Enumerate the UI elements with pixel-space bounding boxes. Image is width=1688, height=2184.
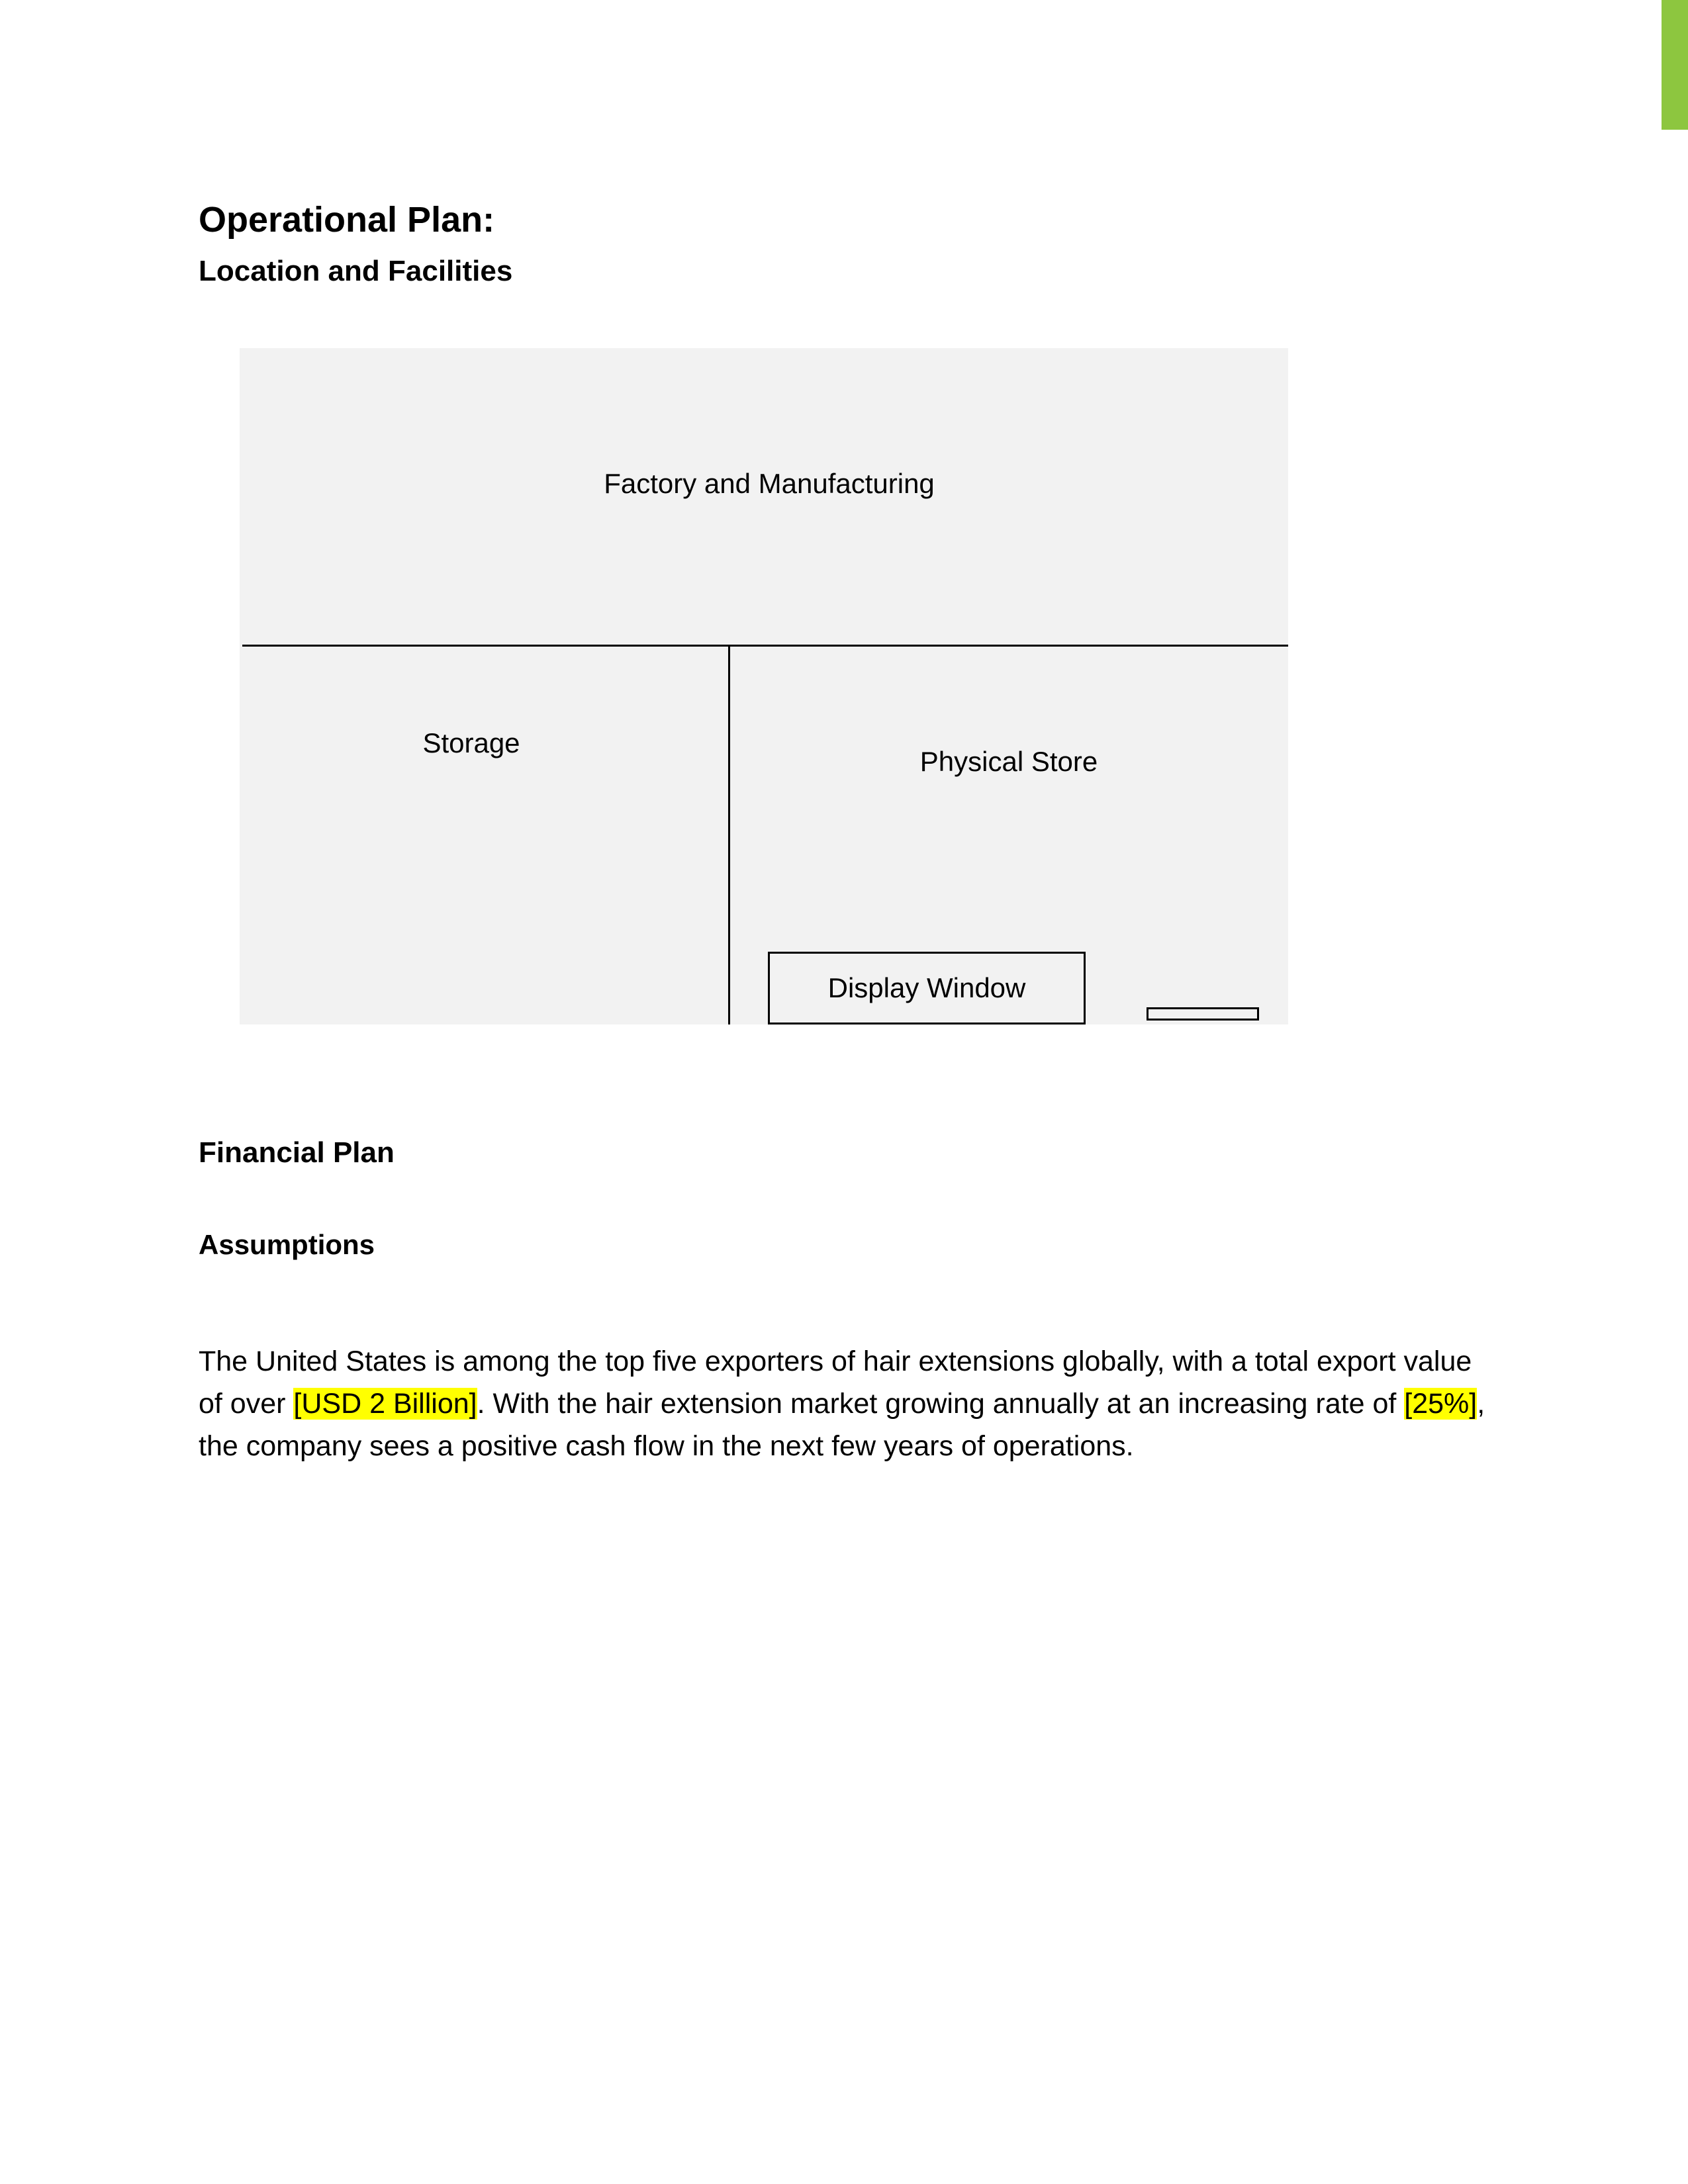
paragraph-text-1: The United States is among the top five exporters of hair extensions globally, with a total export value of over (199, 1345, 1472, 1420)
physical-store-label: Physical Store (919, 746, 1098, 777)
corner-accent-tab (1662, 0, 1688, 130)
storage-area-label: Storage (422, 727, 520, 758)
financial-plan-heading: Financial Plan (199, 1136, 395, 1169)
floor-plan-diagram (240, 348, 1288, 1024)
factory-area-label: Factory and Manufacturing (604, 468, 935, 499)
store-door-marker (1147, 1007, 1259, 1021)
highlight-export-value: [USD 2 Billion] (293, 1388, 477, 1420)
paragraph-text-2: . With the hair extension market growing annually at an increasing rate of (477, 1388, 1405, 1420)
assumptions-paragraph (199, 1340, 1496, 1467)
floor-plan-vertical-wall (728, 645, 730, 1024)
highlight-growth-rate: [25%] (1404, 1388, 1477, 1420)
floor-plan-horizontal-wall (242, 645, 1288, 647)
page-title: Operational Plan: (199, 200, 495, 240)
display-window-box: Display Window (768, 952, 1086, 1024)
section-subtitle: Location and Facilities (199, 255, 513, 287)
assumptions-heading: Assumptions (199, 1229, 375, 1260)
paragraph-text-3: , the company sees a positive cash flow in the next few years of operations. (199, 1388, 1485, 1462)
